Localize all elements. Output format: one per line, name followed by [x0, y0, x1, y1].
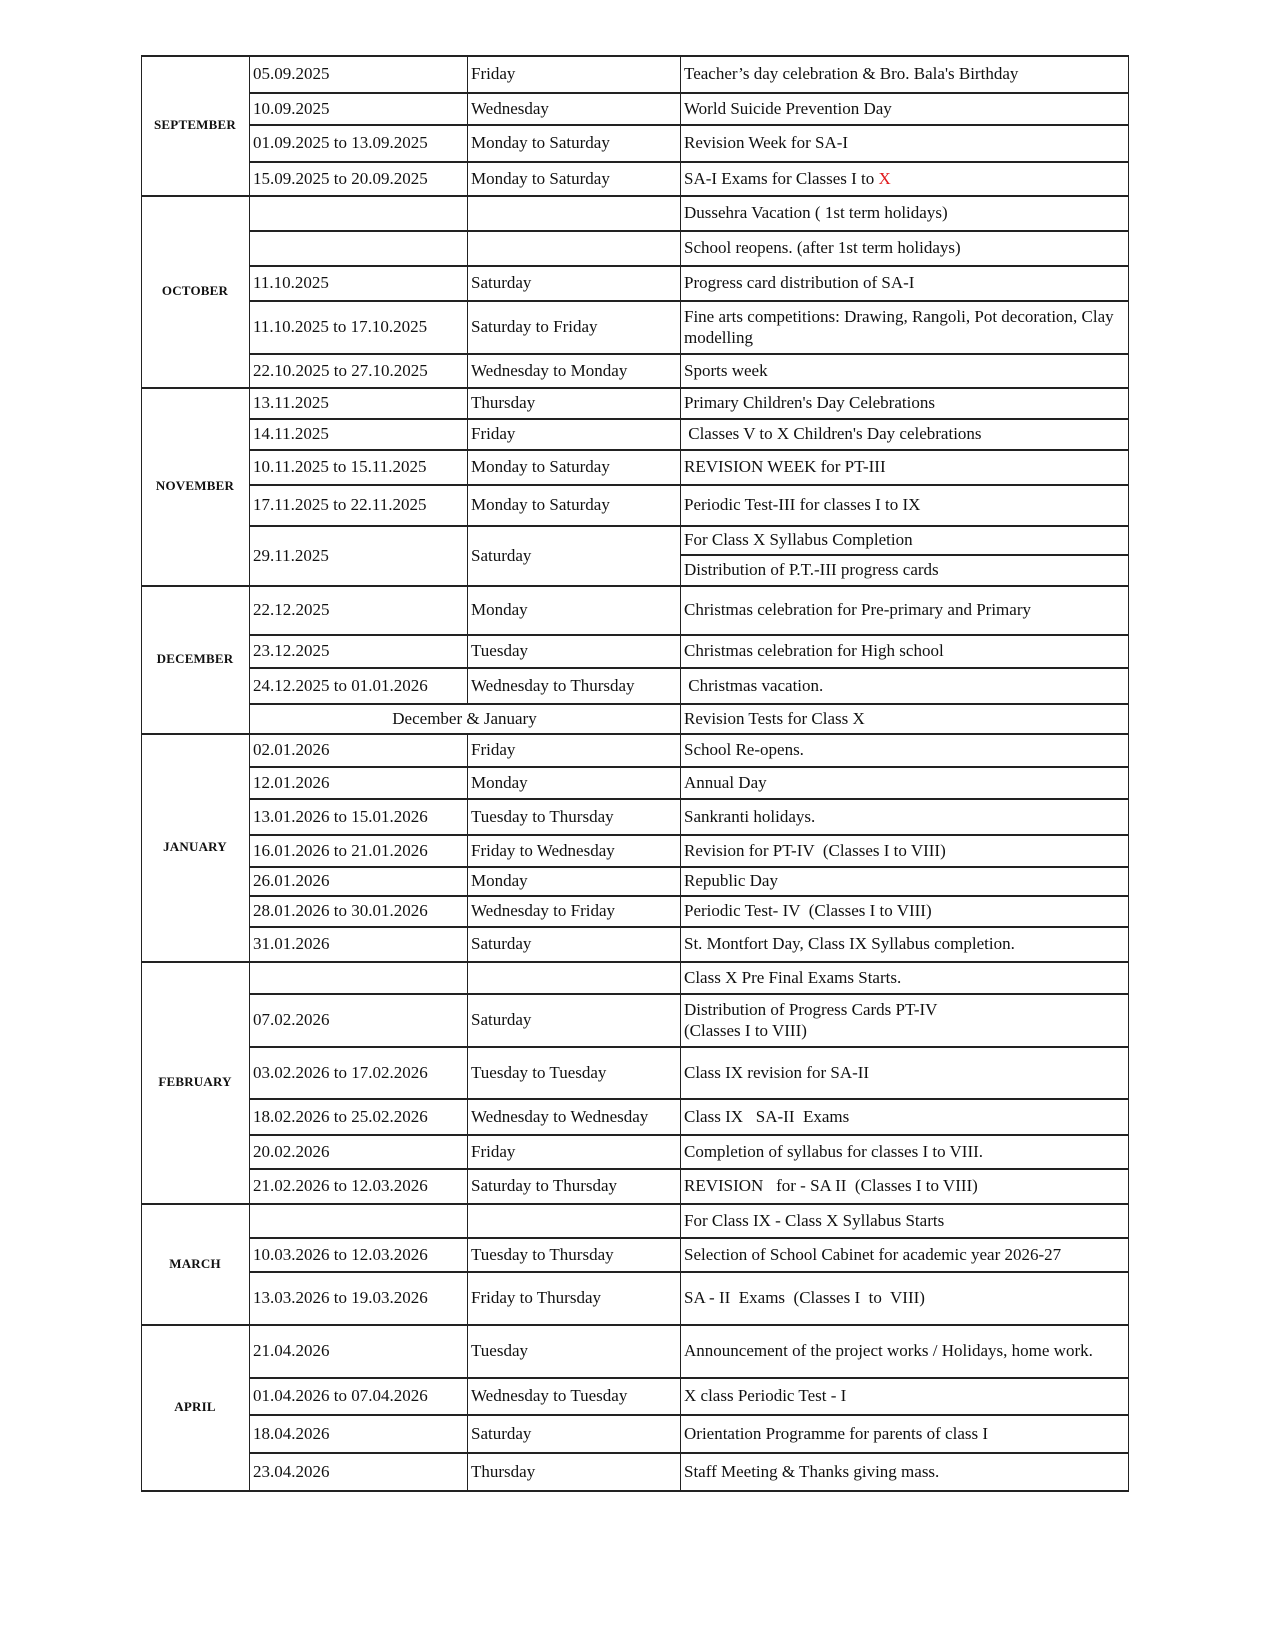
event-description: Sports week [684, 360, 768, 380]
event-description: Fine arts competitions: Drawing, Rangoli, Pot decoration, Clay modelling [684, 306, 1114, 347]
table-rule [467, 798, 468, 834]
event-day: Saturday [471, 545, 532, 565]
event-date [249, 961, 467, 993]
month-label-december: DECEMBER [156, 651, 234, 666]
event-date: 18.02.2026 to 25.02.2026 [253, 1106, 428, 1126]
event-description [680, 993, 1128, 1046]
event-date: 10.09.2025 [253, 98, 330, 118]
event-description: Progress card distribution of SA-I [684, 273, 915, 292]
event-day: Tuesday [471, 641, 528, 660]
month-label-march: MARCH [169, 1255, 221, 1271]
event-day: Monday [471, 600, 528, 619]
event-day: Saturday [471, 1423, 532, 1443]
event-description: Selection of School Cabinet for academic year 2026-27 [684, 1244, 1062, 1264]
table-rule [141, 1203, 249, 1205]
month-label-october: OCTOBER [161, 283, 229, 298]
event-date: 11.10.2025 [253, 273, 329, 292]
event-date: 24.12.2025 to 01.01.2026 [253, 675, 428, 695]
event-date: 03.02.2026 to 17.02.2026 [253, 1062, 428, 1082]
event-description: Distribution of P.T.-III progress cards [684, 560, 939, 579]
event-description: Revision for PT-IV (Classes I to VIII) [684, 840, 946, 860]
table-rule [467, 195, 468, 230]
event-description: Republic Day [684, 871, 778, 890]
event-day: Friday to Wednesday [471, 840, 615, 860]
event-date: 07.02.2026 [253, 1010, 330, 1029]
event-description: St. Montfort Day, Class IX Syllabus completion. [684, 934, 1015, 953]
event-date [249, 230, 467, 265]
event-date: 29.11.2025 [253, 545, 329, 565]
academic-calendar-table [141, 55, 1128, 1490]
event-day: Monday [471, 871, 528, 890]
event-date [249, 1203, 467, 1237]
event-day: Wednesday to Monday [471, 360, 628, 380]
event-description: School reopens. (after 1st term holidays) [684, 238, 961, 257]
event-date: 22.12.2025 [253, 600, 330, 619]
event-description [680, 161, 1128, 195]
table-rule [467, 1452, 468, 1490]
event-day: Friday [471, 64, 516, 83]
event-date: 01.04.2026 to 07.04.2026 [253, 1386, 428, 1405]
table-rule [467, 766, 468, 798]
table-rule [467, 1414, 468, 1452]
table-rule [141, 1324, 249, 1326]
event-date: 11.10.2025 to 17.10.2025 [253, 317, 428, 336]
table-rule [467, 353, 468, 387]
event-description: Primary Children's Day Celebrations [684, 393, 935, 412]
event-description: For Class X Syllabus Completion [684, 530, 913, 549]
table-rule [467, 1098, 468, 1134]
table-rule [467, 1271, 468, 1324]
table-rule [141, 1490, 1129, 1492]
event-description: For Class IX - Class X Syllabus Starts [684, 1210, 945, 1230]
event-description: Announcement of the project works / Holidays, home work. [684, 1341, 1093, 1360]
month-label-april: APRIL [174, 1399, 216, 1414]
event-line-2: (Classes I to VIII) [684, 1020, 807, 1040]
table-rule [467, 300, 468, 353]
event-date: 02.01.2026 [253, 740, 330, 759]
table-rule [467, 1134, 468, 1168]
table-rule [467, 961, 468, 993]
event-date [249, 195, 467, 230]
event-description: Completion of syllabus for classes I to VIII. [684, 1141, 984, 1161]
event-date: 01.09.2025 to 13.09.2025 [253, 133, 428, 152]
event-day: Friday to Thursday [471, 1288, 602, 1307]
event-date: 21.02.2026 to 12.03.2026 [253, 1176, 428, 1195]
table-rule [467, 634, 468, 667]
event-description: REVISION WEEK for PT-III [684, 457, 886, 476]
event-date: 13.01.2026 to 15.01.2026 [253, 806, 428, 826]
table-rule [467, 387, 468, 418]
event-line-1: Distribution of Progress Cards PT-IV [684, 999, 938, 1019]
event-day: Wednesday to Wednesday [471, 1106, 649, 1126]
table-rule [141, 961, 249, 963]
table-rule [467, 895, 468, 926]
month-label-january: JANUARY [163, 839, 227, 854]
event-date: 28.01.2026 to 30.01.2026 [253, 901, 428, 920]
event-description: SA - II Exams (Classes I to VIII) [684, 1288, 925, 1307]
event-date: 12.01.2026 [253, 772, 330, 792]
event-description: REVISION for - SA II (Classes I to VIII) [684, 1176, 978, 1195]
table-rule [1128, 55, 1129, 1490]
event-day: Saturday [471, 273, 532, 292]
event-day: Tuesday to Thursday [471, 806, 614, 826]
table-rule [467, 1168, 468, 1203]
event-description: Christmas vacation. [684, 675, 824, 695]
event-date: 20.02.2026 [253, 1141, 330, 1161]
event-day: Tuesday [471, 1341, 528, 1360]
event-day: Friday [471, 1141, 516, 1161]
table-rule [141, 387, 249, 389]
event-description: Christmas celebration for Pre-primary and Primary [684, 600, 1031, 619]
event-date: 10.11.2025 to 15.11.2025 [253, 457, 427, 476]
event-description: Revision Tests for Class X [684, 708, 865, 728]
table-rule [467, 124, 468, 161]
month-label-september: SEPTEMBER [154, 117, 236, 132]
table-rule [467, 1324, 468, 1377]
event-description: Sankranti holidays. [684, 806, 816, 826]
event-description: Dussehra Vacation ( 1st term holidays) [684, 203, 948, 222]
event-day: Friday [471, 740, 516, 759]
event-date: 16.01.2026 to 21.01.2026 [253, 840, 428, 860]
event-description: X class Periodic Test - I [684, 1386, 847, 1405]
table-rule [467, 1237, 468, 1271]
event-date: 15.09.2025 to 20.09.2025 [253, 168, 428, 188]
table-rule [467, 733, 468, 766]
event-day: Thursday [471, 1461, 536, 1481]
event-description: Annual Day [684, 772, 767, 792]
month-label-february: FEBRUARY [158, 1074, 232, 1089]
table-rule [467, 993, 468, 1046]
event-date: 14.11.2025 [253, 424, 329, 443]
table-rule [467, 1203, 468, 1237]
event-date: 13.03.2026 to 19.03.2026 [253, 1288, 428, 1307]
table-rule [467, 161, 468, 195]
event-date: 05.09.2025 [253, 64, 330, 83]
event-description: School Re-opens. [684, 740, 804, 759]
event-description: Class IX revision for SA-II [684, 1062, 870, 1082]
table-rule [467, 866, 468, 895]
event-day: Tuesday to Thursday [471, 1244, 614, 1264]
event-date: 23.04.2026 [253, 1461, 330, 1481]
event-description: Revision Week for SA-I [684, 133, 849, 152]
event-date: 26.01.2026 [253, 871, 330, 890]
event-day [467, 961, 680, 993]
table-rule [467, 1046, 468, 1098]
event-date: 13.11.2025 [253, 393, 329, 412]
event-day [467, 195, 680, 230]
event-day: Monday to Saturday [471, 168, 610, 188]
event-text: SA-I Exams for Classes I to [684, 168, 879, 188]
event-day: Friday [471, 424, 516, 443]
event-day: Tuesday to Tuesday [471, 1062, 607, 1082]
event-date: 22.10.2025 to 27.10.2025 [253, 360, 428, 380]
table-rule [467, 834, 468, 866]
table-rule [141, 585, 249, 587]
table-rule [467, 265, 468, 300]
event-date: 21.04.2026 [253, 1341, 330, 1360]
event-day: Monday to Saturday [471, 495, 610, 514]
event-date: 10.03.2026 to 12.03.2026 [253, 1244, 428, 1264]
event-description: Orientation Programme for parents of class I [684, 1423, 989, 1443]
table-rule [467, 484, 468, 525]
event-description: Christmas celebration for High school [684, 641, 944, 660]
table-rule [467, 230, 468, 265]
event-day: Wednesday to Thursday [471, 675, 635, 695]
event-description: Staff Meeting & Thanks giving mass. [684, 1461, 940, 1481]
table-rule [141, 733, 249, 735]
event-description: World Suicide Prevention Day [684, 98, 892, 118]
event-description: Class IX SA-II Exams [684, 1106, 850, 1126]
event-day: Saturday [471, 934, 532, 953]
table-rule [467, 667, 468, 703]
event-description: Teacher’s day celebration & Bro. Bala's Birthday [684, 64, 1019, 83]
table-rule [467, 1377, 468, 1414]
table-rule [467, 926, 468, 961]
event-description: Periodic Test-III for classes I to IX [684, 495, 921, 514]
table-rule [141, 195, 249, 197]
date-span: December & January [392, 708, 537, 728]
table-rule [467, 92, 468, 124]
event-date: 31.01.2026 [253, 934, 330, 953]
event-day: Wednesday to Friday [471, 901, 616, 920]
event-day: Monday [471, 772, 528, 792]
event-description: Classes V to X Children's Day celebrations [684, 424, 982, 443]
month-label-november: NOVEMBER [155, 478, 235, 493]
table-rule [467, 449, 468, 484]
event-day: Wednesday [471, 98, 549, 118]
event-date: 18.04.2026 [253, 1423, 330, 1443]
event-highlight: X [878, 168, 891, 188]
event-day: Monday to Saturday [471, 133, 610, 152]
event-day: Thursday [471, 393, 536, 412]
table-rule [467, 55, 468, 92]
event-day: Saturday to Thursday [471, 1176, 618, 1195]
event-day: Monday to Saturday [471, 457, 610, 476]
event-day [467, 230, 680, 265]
table-rule [467, 585, 468, 634]
event-day: Wednesday to Tuesday [471, 1386, 628, 1405]
table-rule [467, 418, 468, 449]
event-day: Saturday to Friday [471, 317, 598, 336]
event-date: 17.11.2025 to 22.11.2025 [253, 495, 427, 514]
event-day: Saturday [471, 1010, 532, 1029]
table-rule [467, 525, 468, 585]
event-date: 23.12.2025 [253, 641, 330, 660]
event-day [467, 1203, 680, 1237]
event-description: Class X Pre Final Exams Starts. [684, 967, 902, 987]
event-description: Periodic Test- IV (Classes I to VIII) [684, 901, 932, 920]
